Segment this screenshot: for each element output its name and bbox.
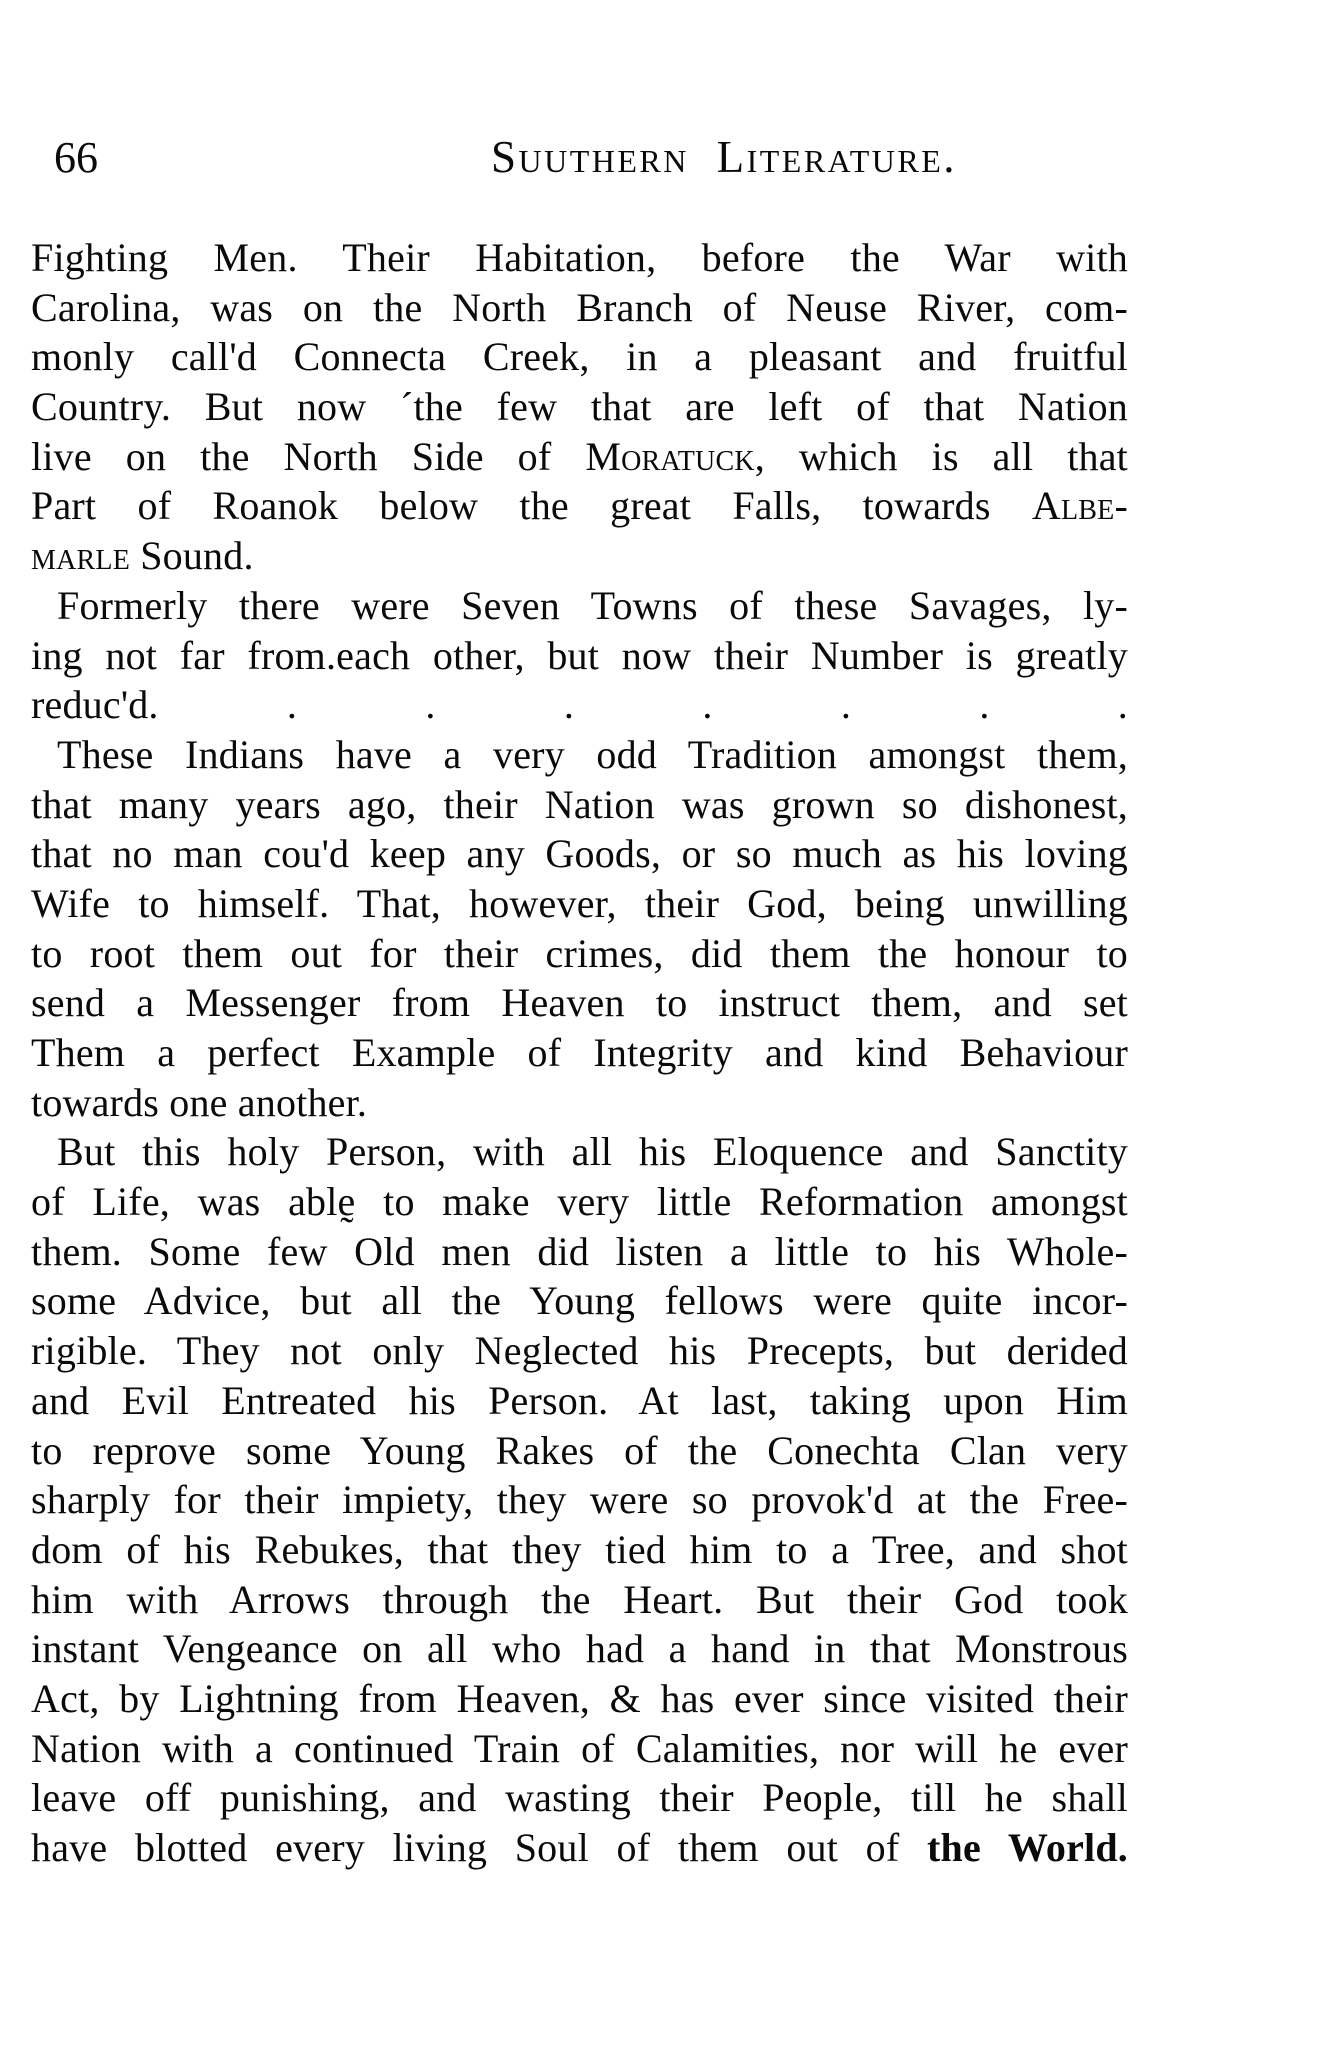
text-line: These Indians have a very odd Tradition amongst them,	[57, 731, 1128, 777]
text-line: monly call'd Connecta Creek, in a pleasant and fruitful	[31, 334, 1128, 380]
text-line: that no man cou'd keep any Goods, or so much as his loving	[31, 831, 1128, 877]
text-line: But this holy Person, with all his Eloquence and Sanctity	[57, 1129, 1128, 1175]
text-line: Wife to himself. That, however, their God, being unwilling	[31, 880, 1128, 926]
text-line: leave off punishing, and wasting their People, till he shall	[31, 1775, 1128, 1821]
text-line: live on the North Side of Moratuck, which is all that	[31, 433, 1128, 479]
text-line: have blotted every living Soul of them out of the World.	[31, 1825, 1128, 1870]
text-line: instant Vengeance on all who had a hand in that Monstrous	[31, 1626, 1128, 1672]
text-line: Act, by Lightning from Heaven, & has ever since visited their	[31, 1675, 1128, 1721]
text-line: Formerly there were Seven Towns of these Savages, ly-	[57, 582, 1128, 628]
page-body	[31, 233, 1128, 1873]
text-line: towards one another.	[31, 1079, 368, 1125]
text-line: and Evil Entreated his Person. At last, taking upon Him	[31, 1377, 1128, 1423]
text-line: dom of his Rebukes, that they tied him to a Tree, and shot	[31, 1526, 1128, 1572]
text-line: Country. But now ´the few that are left of that Nation	[31, 384, 1128, 430]
page-header-title: Suuthern Literature.	[490, 132, 958, 182]
page-number: 66	[54, 133, 98, 182]
text-line: to root them out for their crimes, did them the honour to	[31, 930, 1128, 976]
text-line: send a Messenger from Heaven to instruct them, and set	[31, 980, 1128, 1026]
text-line: him with Arrows through the Heart. But their God took	[31, 1576, 1128, 1622]
text-line: Part of Roanok below the great Falls, towards Albe-	[31, 483, 1128, 529]
text-line: Fighting Men. Their Habitation, before the War with	[31, 235, 1128, 280]
text-line: sharply for their impiety, they were so provok'd at the Free-	[31, 1477, 1128, 1523]
text-line: ing not far from.each other, but now their Number is greatly	[31, 632, 1128, 678]
text-line: them. Some few Old men did listen a little to his Whole-	[31, 1228, 1128, 1274]
text-line: some Advice, but all the Young fellows were quite incor-	[31, 1278, 1128, 1324]
text-line: reduc'd. . . . . . . .	[31, 682, 1128, 728]
text-line: of Life, was ablḛ to make very little Reformation amongst	[31, 1179, 1128, 1225]
text-line: that many years ago, their Nation was grown so dishonest,	[31, 781, 1128, 827]
text-line: Carolina, was on the North Branch of Neuse River, com-	[31, 284, 1128, 330]
text-line: Nation with a continued Train of Calamities, nor will he ever	[31, 1725, 1128, 1771]
text-line: rigible. They not only Neglected his Precepts, but derided	[31, 1328, 1128, 1374]
text-line: to reprove some Young Rakes of the Conechta Clan very	[31, 1427, 1128, 1473]
text-line: marle Sound.	[31, 533, 254, 579]
text-line: Them a perfect Example of Integrity and kind Behaviour	[31, 1030, 1128, 1075]
